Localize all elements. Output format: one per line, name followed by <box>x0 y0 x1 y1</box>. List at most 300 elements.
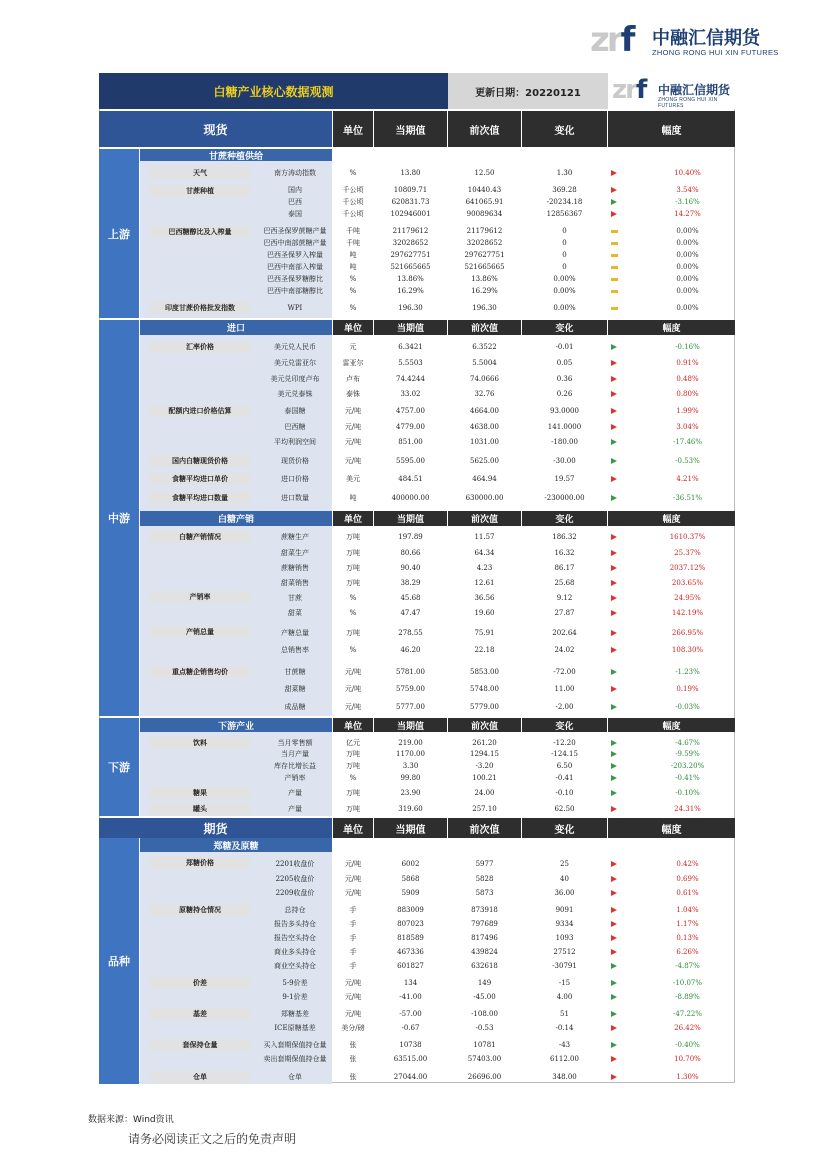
row-range: 4.21% <box>676 474 699 483</box>
row-name: 南方涛动指数 <box>274 168 316 177</box>
row-current: 467336 <box>397 947 424 956</box>
row-previous: 149 <box>477 978 492 987</box>
row-current: 63515.00 <box>393 1054 428 1063</box>
import-header-previous: 前次值 <box>448 320 521 335</box>
row-change: 27512 <box>553 947 576 956</box>
row-change: 40 <box>560 874 569 883</box>
row-range: 0.00% <box>676 274 699 283</box>
row-previous: 521665665 <box>464 262 505 271</box>
row-name: 巴西中南部蔗糖产量 <box>263 238 327 247</box>
row-unit: 手 <box>349 961 357 970</box>
flag-up-icon <box>611 580 617 586</box>
row-change: 0.36 <box>556 374 573 383</box>
disclaimer-note: 请务必阅读正文之后的免责声明 <box>128 1132 297 1146</box>
row-change: -72.00 <box>553 667 576 676</box>
row-unit: 元/吨 <box>344 422 362 431</box>
row-previous: 5873 <box>475 888 494 897</box>
row-current: 99.80 <box>400 773 421 782</box>
row-change: 16.32 <box>554 548 575 557</box>
row-unit: 元 <box>349 342 357 351</box>
row-name: 甜菜糖 <box>284 684 306 693</box>
row-name: 现货价格 <box>281 456 309 465</box>
row-unit: 万吨 <box>346 788 360 797</box>
row-current: 278.55 <box>398 628 423 637</box>
flag-up-icon <box>611 610 617 616</box>
row-unit: 手 <box>349 947 357 956</box>
prod-header-change: 变化 <box>522 511 607 526</box>
row-previous: 630000.00 <box>465 493 504 502</box>
flag-up-icon <box>611 876 617 882</box>
cat-zh-price: 郑糖价格 <box>150 857 250 869</box>
row-range: 1610.37% <box>669 532 706 541</box>
row-change: 0 <box>562 226 567 235</box>
row-name: 泰国 <box>288 209 302 218</box>
flag-up-icon <box>611 921 617 927</box>
row-previous: 75.91 <box>474 628 495 637</box>
row-unit: 千公顷 <box>342 197 364 206</box>
row-change: -180.00 <box>551 437 578 446</box>
row-name: 甘蔗糖 <box>284 667 306 676</box>
row-previous: -108.00 <box>471 1009 498 1018</box>
subheader-zhengtang: 郑糖及原糖 <box>140 838 332 852</box>
row-range: 10.70% <box>674 1054 701 1063</box>
row-unit: 元/吨 <box>344 888 362 897</box>
row-change: 25.68 <box>554 578 575 587</box>
row-current: 10738 <box>399 1040 422 1049</box>
row-current: 16.29% <box>397 286 424 295</box>
row-change: 0.00% <box>553 286 576 295</box>
row-name: 巴西中南部入榨量 <box>267 262 323 271</box>
row-previous: 24.00 <box>474 788 495 797</box>
row-previous: 1294.15 <box>470 749 499 758</box>
row-previous: 16.29% <box>471 286 498 295</box>
row-unit: 千吨 <box>346 226 360 235</box>
row-current: -57.00 <box>399 1009 422 1018</box>
row-previous: 464.94 <box>472 474 497 483</box>
row-current: 851.00 <box>398 437 423 446</box>
row-current: -0.67 <box>401 1023 420 1032</box>
row-change: -15 <box>558 978 571 987</box>
flag-down-icon <box>611 1011 617 1017</box>
subheader-down: 下游产业 <box>140 718 332 732</box>
row-previous: 632618 <box>471 961 498 970</box>
row-current: 47.47 <box>400 608 421 617</box>
row-current: 319.60 <box>398 804 423 813</box>
row-name: 产销率 <box>284 773 306 782</box>
row-range: -47.22% <box>672 1009 703 1018</box>
row-current: 80.66 <box>400 548 421 557</box>
row-current: 6002 <box>401 859 420 868</box>
row-unit: 元/吨 <box>344 437 362 446</box>
row-name: 报告空头持仓 <box>274 933 316 942</box>
row-previous: 10440.43 <box>467 185 502 194</box>
row-previous: -3.20 <box>475 761 494 770</box>
row-unit: 元/吨 <box>344 456 362 465</box>
row-range: 0.00% <box>676 250 699 259</box>
row-previous: 5748.00 <box>470 684 499 693</box>
row-current: 807023 <box>397 919 424 928</box>
row-previous: 32.76 <box>474 389 495 398</box>
row-unit: 万吨 <box>346 548 360 557</box>
row-current: 5781.00 <box>396 667 425 676</box>
row-previous: 6.3522 <box>472 342 497 351</box>
row-range: 0.00% <box>676 238 699 247</box>
row-range: -0.10% <box>675 788 700 797</box>
row-current: 13.80 <box>400 168 421 177</box>
row-name: 总持仓 <box>284 905 306 914</box>
row-name: 产量 <box>288 804 302 813</box>
row-change: -0.10 <box>555 788 574 797</box>
row-current: 13.86% <box>397 274 424 283</box>
row-current: 5868 <box>401 874 420 883</box>
row-unit: 吨 <box>349 250 357 259</box>
row-unit: 元/吨 <box>344 978 362 987</box>
row-current: 521665665 <box>390 262 431 271</box>
row-change: -2.00 <box>555 702 574 711</box>
row-previous: 261.20 <box>472 738 497 747</box>
flag-up-icon <box>611 211 617 217</box>
row-name: 甜菜销售 <box>281 578 309 587</box>
row-current: 46.20 <box>400 645 421 654</box>
row-current: 818589 <box>397 933 424 942</box>
row-range: 0.48% <box>676 374 699 383</box>
row-unit: 张 <box>349 1072 357 1081</box>
flag-flat-icon <box>611 242 618 245</box>
row-unit: % <box>349 286 357 295</box>
flag-up-icon <box>611 424 617 430</box>
row-unit: 吨 <box>349 493 357 502</box>
row-unit: 万吨 <box>346 804 360 813</box>
row-previous: 257.10 <box>472 804 497 813</box>
row-name: 总销售率 <box>281 645 309 654</box>
row-name: 巴西 <box>288 197 302 206</box>
row-change: 27.87 <box>554 608 575 617</box>
row-name: 巴西圣保罗糖醇比 <box>267 274 323 283</box>
row-previous: 36.56 <box>474 593 495 602</box>
row-change: -30.00 <box>553 456 576 465</box>
cat-domestic-spot: 国内白糖现货价格 <box>150 455 250 467</box>
row-range: 203.65% <box>671 578 704 587</box>
row-range: 26.42% <box>674 1023 701 1032</box>
row-change: -0.41 <box>555 773 574 782</box>
row-unit: 千公顷 <box>342 185 364 194</box>
row-unit: 手 <box>349 919 357 928</box>
flag-flat-icon <box>611 266 618 269</box>
row-range: 142.19% <box>671 608 704 617</box>
fut-header-previous: 前次值 <box>448 818 521 838</box>
row-range: 1.17% <box>676 919 699 928</box>
row-previous: 5779.00 <box>470 702 499 711</box>
row-current: 10809.71 <box>393 185 428 194</box>
row-name: 美元兑人民币 <box>274 342 316 351</box>
header-previous: 前次值 <box>448 111 521 147</box>
row-range: -9.59% <box>675 749 700 758</box>
row-previous: 100.21 <box>472 773 497 782</box>
row-name: 仓单 <box>288 1072 302 1081</box>
row-change: 1093 <box>555 933 574 942</box>
flag-down-icon <box>611 994 617 1000</box>
row-current: 5595.00 <box>396 456 425 465</box>
cat-avg-import-qty: 食糖平均进口数量 <box>150 492 250 504</box>
row-name: 商业空头持仓 <box>274 961 316 970</box>
row-unit: 元/吨 <box>344 859 362 868</box>
row-unit: 雷亚尔 <box>342 358 364 367</box>
cat-candy: 糖果 <box>150 787 250 799</box>
row-name: 泰国糖 <box>284 406 306 415</box>
row-unit: 张 <box>349 1040 357 1049</box>
row-change: -124.15 <box>551 749 578 758</box>
row-unit: 卢布 <box>346 374 360 383</box>
row-change: 9091 <box>555 905 574 914</box>
flag-up-icon <box>611 1074 617 1080</box>
row-name: 库存比增长益 <box>274 761 316 770</box>
flag-up-icon <box>611 686 617 692</box>
flag-up-icon <box>611 595 617 601</box>
flag-down-icon <box>611 669 617 675</box>
row-range: 0.42% <box>676 859 699 868</box>
row-change: 6.50 <box>556 761 573 770</box>
row-name: 美元兑印度卢布 <box>270 374 320 383</box>
row-previous: 13.86% <box>471 274 498 283</box>
row-unit: % <box>349 274 357 283</box>
row-range: -4.87% <box>675 961 700 970</box>
logo-mark-icon: zrf <box>590 20 633 60</box>
side-upstream: 上游 <box>99 149 139 318</box>
row-name: 巴西中南部糖醇比 <box>267 286 323 295</box>
company-logo <box>590 20 780 65</box>
row-change: 93.0000 <box>550 406 579 415</box>
row-name: 巴西圣保罗蔗糖产量 <box>263 226 327 235</box>
row-range: -0.16% <box>675 342 700 351</box>
row-change: -20234.18 <box>546 197 583 206</box>
row-change: 0.26 <box>556 389 573 398</box>
row-unit: 万吨 <box>346 628 360 637</box>
row-current: 134 <box>403 978 418 987</box>
row-current: 219.00 <box>398 738 423 747</box>
row-change: -230000.00 <box>544 493 585 502</box>
row-range: -4.67% <box>675 738 700 747</box>
row-name: 商业多头持仓 <box>274 947 316 956</box>
flag-up-icon <box>611 890 617 896</box>
row-range: 1.30% <box>676 1072 699 1081</box>
flag-up-icon <box>611 565 617 571</box>
down-header-previous: 前次值 <box>448 718 521 732</box>
row-current: 74.4244 <box>396 374 425 383</box>
row-change: -12.20 <box>553 738 576 747</box>
side-midstream: 中游 <box>99 320 139 716</box>
row-range: -1.23% <box>675 667 700 676</box>
cat-hedge: 套保持仓量 <box>150 1039 250 1051</box>
row-range: 0.61% <box>676 888 699 897</box>
row-previous: 5828 <box>475 874 494 883</box>
row-name: 甜菜 <box>288 608 302 617</box>
row-unit: 吨 <box>349 262 357 271</box>
row-previous: 4.23 <box>476 563 493 572</box>
flag-up-icon <box>611 534 617 540</box>
header-unit: 单位 <box>333 111 373 147</box>
row-current: 32028652 <box>392 238 429 247</box>
subheader-cane: 甘蔗种植供给 <box>140 149 332 161</box>
flag-up-icon <box>611 647 617 653</box>
row-current: 601827 <box>397 961 424 970</box>
row-previous: 439824 <box>471 947 498 956</box>
row-previous: 57403.00 <box>467 1054 502 1063</box>
row-previous: 4638.00 <box>470 422 499 431</box>
logo-en: ZHONG RONG HUI XIN FUTURES <box>652 48 779 57</box>
row-current: 1170.00 <box>396 749 425 758</box>
row-change: 141.0000 <box>547 422 582 431</box>
row-current: 45.68 <box>400 593 421 602</box>
table-logo-cn: 中融汇信期货 <box>658 83 731 97</box>
row-name: 9-1价差 <box>282 992 308 1001</box>
flag-up-icon <box>611 408 617 414</box>
row-name: 成品糖 <box>284 702 306 711</box>
flag-up-icon <box>611 935 617 941</box>
row-current: 883009 <box>397 905 424 914</box>
row-previous: 5625.00 <box>470 456 499 465</box>
table-title: 白糖产业核心数据观测 <box>99 73 448 109</box>
row-name: ICE原糖基差 <box>274 1023 316 1032</box>
row-change: 1.30 <box>556 168 573 177</box>
header-range: 幅度 <box>608 111 735 147</box>
flag-down-icon <box>611 775 617 781</box>
row-change: 6112.00 <box>550 1054 579 1063</box>
row-previous: 5853.00 <box>470 667 499 676</box>
row-unit: 元/吨 <box>344 1009 362 1018</box>
row-current: 196.30 <box>398 303 423 312</box>
row-unit: 元/吨 <box>344 992 362 1001</box>
row-unit: 万吨 <box>346 761 360 770</box>
row-unit: 元/吨 <box>344 874 362 883</box>
row-range: -0.53% <box>675 456 700 465</box>
row-current: 33.02 <box>400 389 421 398</box>
row-name: 美元兑泰铢 <box>277 389 313 398</box>
row-change: 348.00 <box>552 1072 577 1081</box>
fut-header-change: 变化 <box>522 818 607 838</box>
import-header-current: 当期值 <box>374 320 447 335</box>
row-previous: 4664.00 <box>470 406 499 415</box>
row-previous: 5977 <box>475 859 494 868</box>
row-unit: 手 <box>349 933 357 942</box>
flag-up-icon <box>611 391 617 397</box>
row-unit: 万吨 <box>346 563 360 572</box>
cat-weather: 天气 <box>150 167 250 179</box>
row-change: 369.28 <box>552 185 577 194</box>
row-current: 5.5503 <box>398 358 423 367</box>
row-name: WPI <box>287 303 303 312</box>
row-current: 297627751 <box>390 250 431 259</box>
row-previous: 797689 <box>471 919 498 928</box>
row-range: -0.40% <box>675 1040 700 1049</box>
row-change: 9.12 <box>556 593 573 602</box>
flag-up-icon <box>611 907 617 913</box>
row-name: 蔗糖销售 <box>281 563 309 572</box>
row-name: 甜菜生产 <box>281 548 309 557</box>
row-unit: % <box>349 168 357 177</box>
row-previous: 5.5004 <box>472 358 497 367</box>
row-name: 5-9价差 <box>282 978 308 987</box>
row-current: 90.40 <box>400 563 421 572</box>
section-futures: 期货 <box>99 818 332 838</box>
row-unit: 元/吨 <box>344 667 362 676</box>
row-range: 1.99% <box>676 406 699 415</box>
row-current: 102946001 <box>390 209 431 218</box>
row-range: 2037.12% <box>669 563 706 572</box>
row-name: 美元兑雷亚尔 <box>274 358 316 367</box>
fut-header-range: 幅度 <box>608 818 735 838</box>
row-change: 202.64 <box>552 628 577 637</box>
row-unit: 元/吨 <box>344 406 362 415</box>
row-change: 36.00 <box>554 888 575 897</box>
row-name: 产量 <box>288 788 302 797</box>
row-name: 巴西糖 <box>284 422 306 431</box>
cat-beverage: 饮料 <box>150 737 250 749</box>
row-name: 甘蔗 <box>288 593 302 602</box>
row-change: -30791 <box>552 961 577 970</box>
import-header-change: 变化 <box>522 320 607 335</box>
row-current: 27044.00 <box>393 1072 428 1081</box>
row-current: 400000.00 <box>391 493 430 502</box>
row-previous: -45.00 <box>473 992 496 1001</box>
flag-up-icon <box>611 360 617 366</box>
row-range: 0.00% <box>676 262 699 271</box>
row-previous: 26696.00 <box>467 1072 502 1081</box>
row-name: 国内 <box>288 185 302 194</box>
row-unit: % <box>349 773 357 782</box>
flag-down-icon <box>611 790 617 796</box>
prod-header-previous: 前次值 <box>448 511 521 526</box>
row-range: 24.95% <box>674 593 701 602</box>
row-unit: 元/吨 <box>344 684 362 693</box>
cat-brazil: 巴西糖醇比及入榨量 <box>150 226 250 238</box>
fut-header-unit: 单位 <box>333 818 373 838</box>
row-change: -43 <box>558 1040 571 1049</box>
section-spot: 现货 <box>99 111 332 147</box>
subheader-import: 进口 <box>140 320 332 335</box>
row-change: 11.00 <box>554 684 575 693</box>
side-downstream: 下游 <box>99 718 139 816</box>
row-change: 9334 <box>555 919 574 928</box>
row-previous: 196.30 <box>472 303 497 312</box>
flag-down-icon <box>611 458 617 464</box>
table-logo-en: ZHONG RONG HUI XIN FUTURES <box>658 97 718 109</box>
row-current: 23.90 <box>400 788 421 797</box>
row-name: 产糖总量 <box>281 628 309 637</box>
cat-spread: 价差 <box>150 977 250 989</box>
cat-avg-import-price: 食糖平均进口单价 <box>150 473 250 485</box>
prod-header-range: 幅度 <box>608 511 735 526</box>
row-change: 0 <box>562 262 567 271</box>
row-range: 14.27% <box>674 209 701 218</box>
row-unit: 万吨 <box>346 749 360 758</box>
cat-import-cost: 配额内进口价格估算 <box>150 405 250 417</box>
down-header-current: 当期值 <box>374 718 447 732</box>
cat-fx: 汇率价格 <box>150 341 250 353</box>
row-change: 0.05 <box>556 358 573 367</box>
row-unit: % <box>349 645 357 654</box>
row-unit: 千吨 <box>346 238 360 247</box>
row-current: 5909 <box>401 888 420 897</box>
import-header-unit: 单位 <box>333 320 373 335</box>
row-unit: 美元 <box>346 474 360 483</box>
row-previous: 90089634 <box>466 209 503 218</box>
row-unit: % <box>349 593 357 602</box>
header-change: 变化 <box>522 111 607 147</box>
row-previous: 11.57 <box>474 532 495 541</box>
row-change: 186.32 <box>552 532 577 541</box>
flag-up-icon <box>611 806 617 812</box>
row-range: 6.26% <box>676 947 699 956</box>
